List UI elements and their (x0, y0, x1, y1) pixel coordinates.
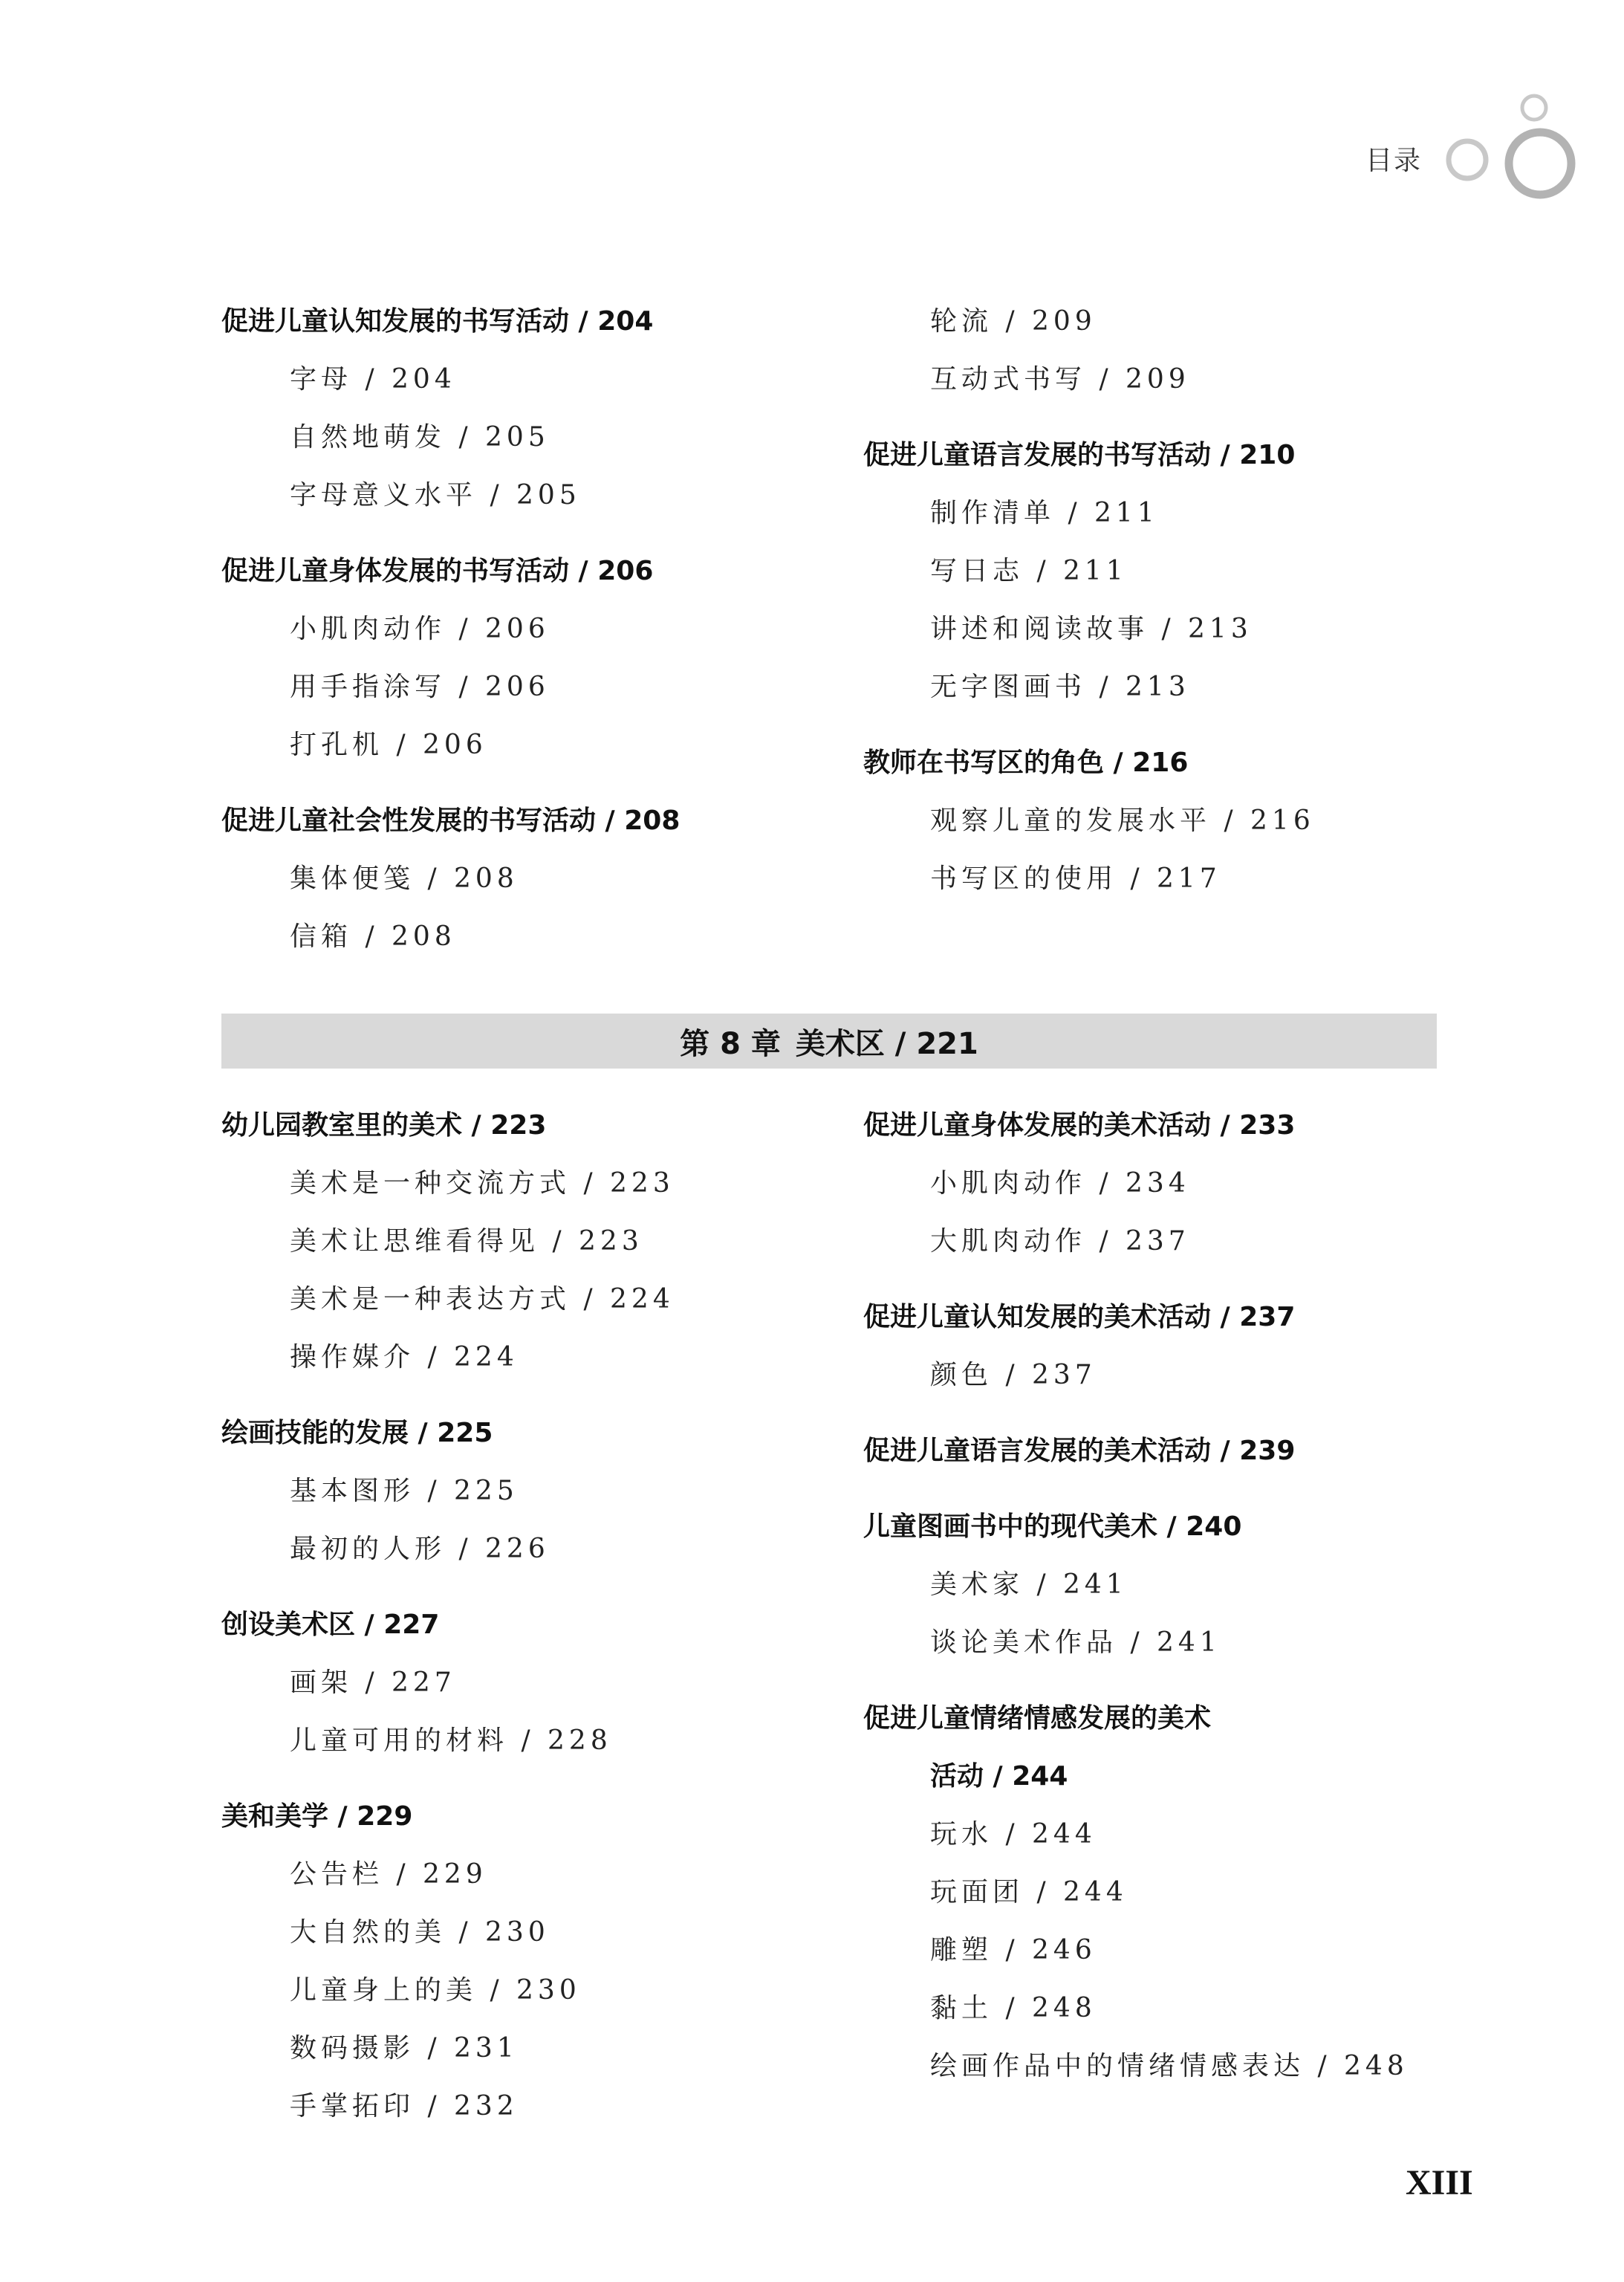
toc-section-heading: 绘画技能的发展 / 225 (221, 1418, 493, 1448)
toc-subentry: 最初的人形 / 226 (290, 1534, 550, 1564)
toc-section-heading: 创设美术区 / 227 (221, 1610, 440, 1640)
chapter-heading-bar (221, 1014, 1437, 1069)
toc-subentry: 打孔机 / 206 (290, 730, 487, 760)
toc-section-heading: 促进儿童身体发展的美术活动 / 233 (863, 1110, 1296, 1141)
toc-subentry: 绘画作品中的情绪情感表达 / 248 (930, 2051, 1409, 2081)
page-number: XIII (1406, 2163, 1473, 2202)
toc-subentry: 轮流 / 209 (930, 306, 1097, 337)
toc-section-heading: 促进儿童社会性发展的书写活动 / 208 (221, 805, 681, 836)
toc-section-heading: 促进儿童认知发展的美术活动 / 237 (863, 1302, 1296, 1332)
chapter-number: 第 8 章 (680, 1026, 781, 1061)
toc-subentry: 字母 / 204 (290, 364, 456, 395)
toc-subentry: 大肌肉动作 / 237 (930, 1226, 1190, 1257)
toc-subentry: 基本图形 / 225 (290, 1476, 519, 1506)
toc-subentry: 谈论美术作品 / 241 (930, 1627, 1221, 1658)
toc-subentry: 用手指涂写 / 206 (290, 672, 550, 702)
toc-subentry: 集体便笺 / 208 (290, 863, 519, 894)
toc-subentry: 雕塑 / 246 (930, 1935, 1097, 1965)
toc-subentry: 大自然的美 / 230 (290, 1917, 550, 1948)
toc-subentry: 儿童可用的材料 / 228 (290, 1725, 612, 1756)
section-label: 目录 (1365, 146, 1423, 176)
toc-subentry: 字母意义水平 / 205 (290, 480, 581, 510)
decorative-circles-icon (1434, 89, 1582, 208)
toc-section-heading: 促进儿童情绪情感发展的美术 (863, 1703, 1212, 1734)
toc-subentry: 互动式书写 / 209 (930, 364, 1190, 395)
toc-subentry: 儿童身上的美 / 230 (290, 1975, 581, 2006)
toc-subentry: 小肌肉动作 / 206 (290, 614, 550, 644)
toc-section-heading: 儿童图画书中的现代美术 / 240 (863, 1511, 1242, 1542)
toc-subentry: 讲述和阅读故事 / 213 (930, 614, 1253, 644)
toc-subentry: 画架 / 227 (290, 1667, 456, 1698)
toc-section-heading: 促进儿童认知发展的书写活动 / 204 (221, 306, 654, 337)
toc-subentry: 操作媒介 / 224 (290, 1342, 519, 1372)
toc-section-heading: 促进儿童语言发展的美术活动 / 239 (863, 1436, 1296, 1466)
toc-subentry: 制作清单 / 211 (930, 498, 1159, 528)
toc-subentry: 美术是一种交流方式 / 223 (290, 1168, 675, 1199)
toc-section-heading: 促进儿童语言发展的书写活动 / 210 (863, 440, 1296, 470)
toc-subentry: 信箱 / 208 (290, 921, 456, 952)
toc-section-heading: 活动 / 244 (930, 1761, 1068, 1792)
toc-subentry: 自然地萌发 / 205 (290, 422, 550, 453)
toc-section-heading: 教师在书写区的角色 / 216 (863, 748, 1189, 778)
toc-subentry: 数码摄影 / 231 (290, 2033, 519, 2064)
toc-section-heading: 幼儿园教室里的美术 / 223 (221, 1110, 547, 1141)
toc-subentry: 公告栏 / 229 (290, 1859, 487, 1890)
toc-subentry: 玩面团 / 244 (930, 1877, 1128, 1907)
toc-subentry: 黏土 / 248 (930, 1993, 1097, 2023)
toc-subentry: 无字图画书 / 213 (930, 672, 1190, 702)
toc-subentry: 书写区的使用 / 217 (930, 863, 1221, 894)
toc-subentry: 美术家 / 241 (930, 1569, 1128, 1600)
toc-subentry: 手掌拓印 / 232 (290, 2091, 519, 2121)
toc-section-heading: 美和美学 / 229 (221, 1801, 413, 1832)
chapter-title: 美术区 / 221 (795, 1026, 978, 1061)
toc-subentry: 写日志 / 211 (930, 556, 1128, 586)
toc-section-heading: 促进儿童身体发展的书写活动 / 206 (221, 556, 654, 586)
toc-subentry: 美术是一种表达方式 / 224 (290, 1284, 675, 1315)
toc-subentry: 玩水 / 244 (930, 1819, 1097, 1850)
toc-subentry: 美术让思维看得见 / 223 (290, 1226, 643, 1257)
toc-subentry: 颜色 / 237 (930, 1360, 1097, 1390)
toc-subentry: 小肌肉动作 / 234 (930, 1168, 1190, 1199)
toc-subentry: 观察儿童的发展水平 / 216 (930, 805, 1315, 836)
